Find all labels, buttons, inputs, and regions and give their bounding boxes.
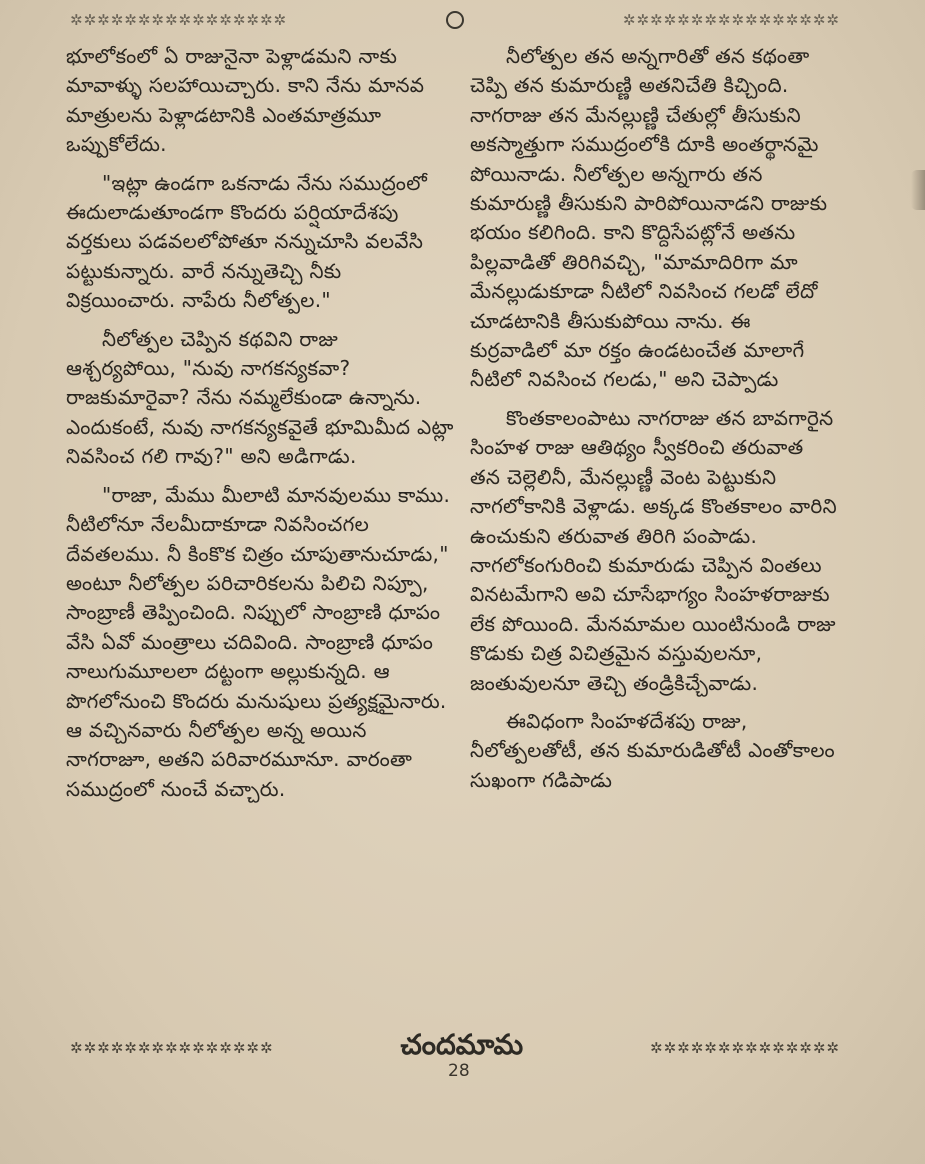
paragraph: భూలోకంలో ఏ రాజునైనా పెళ్లాడమని నాకు మావాళ్ళు సలహాయిచ్చారు. కాని నేను మానవ మాత్రులను పెళ్లాడటానికి ఎంతమాత్రమూ ఒప్పుకోలేదు. [66, 44, 425, 157]
paragraph: ఈవిధంగా సింహళదేశపు రాజు, నీలోత్పలతోటీ, తన కుమారుడితోటీ ఎంతోకాలం సుఖంగా గడిపాడు [470, 708, 835, 792]
bottom-left-star-border: ✲✲✲✲✲✲✲✲✲✲✲✲✲✲✲ [70, 1039, 274, 1057]
page-edge-tab [911, 170, 925, 210]
paragraph: "రాజా, మేము మీలాటి మానవులము కాము. నీటిలోనూ నేలమీదాకూడా నివసించగల దేవతలము. నీ కింకొక చిత్రం చూపుతానుచూడు," అంటూ నీలోత్పల పరిచారికలను పిలిచి నిప్పూ, సాంబ్రాణీ తెప్పించింది. నిప్పులో సాంబ్రాణి ధూపం వేసి ఏవో మంత్రాలు చదివింది. సాంబ్రాణి ధూపం నాలుగుమూలలా దట్టంగా అల్లుకున్నది. ఆ పొగలోనుంచి కొందరు మనుషులు ప్రత్యక్షమైనారు. ఆ వచ్చినవారు నీలోత్పల అన్న అయిన నాగరాజూ, అతని పరివారమూనూ. వారంతా సముద్రంలో నుంచే వచ్చారు. [66, 482, 451, 801]
page-number: 28 [448, 1061, 470, 1081]
paragraph: నీలోత్పల చెప్పిన కథవిని రాజు ఆశ్చర్యపోయి, "నువు నాగకన్యకవా? రాజకుమారైవా? నేను నమ్మలేకుండా ఉన్నాను. ఎందుకంటే, నువు నాగకన్యకవైతే భూమిమీద ఎట్లా నివసించ గలి గావు?" అని అడిగాడు. [66, 326, 454, 469]
left-text-column [66, 42, 454, 813]
paragraph: కొంతకాలంపాటు నాగరాజు తన బావగారైన సింహళ రాజు ఆతిథ్యం స్వీకరించి తరువాత తన చెల్లెలినీ, మేనల్లుణ్ణీ వెంట పెట్టుకుని నాగలోకానికి వెళ్లాడు. అక్కడ కొంతకాలం వారిని ఉంచుకుని తరువాత తిరిగి పంపాడు. నాగలోకంగురించి కుమారుడు చెప్పిన వింతలు వినటమేగాని అవి చూసేభాగ్యం సింహళరాజుకు లేక పోయింది. మేనమామల యింటినుండి రాజు కొడుకు చిత్ర విచిత్రమైన వస్తువులనూ, జంతువులనూ తెచ్చి తండ్రికిచ్చేవాడు. [470, 405, 837, 695]
top-right-star-border: ✲✲✲✲✲✲✲✲✲✲✲✲✲✲✲✲ [622, 11, 840, 29]
magazine-title: చందమామ [400, 1028, 524, 1061]
top-left-star-border: ✲✲✲✲✲✲✲✲✲✲✲✲✲✲✲✲ [70, 11, 288, 29]
paragraph: "ఇట్లా ఉండగా ఒకనాడు నేను సముద్రంలో ఈదులాడుతూండగా కొందరు పర్షియాదేశపు వర్తకులు పడవలలోపోతూ నన్నుచూసి వలవేసి పట్టుకున్నారు. వారే నన్నుతెచ్చి నీకు విక్రయించారు. నాపేరు నీలోత్పల." [66, 170, 428, 313]
bottom-right-star-border: ✲✲✲✲✲✲✲✲✲✲✲✲✲✲ [650, 1039, 840, 1057]
circle-ornament-icon [446, 11, 464, 29]
top-ornament-border [70, 8, 840, 32]
right-text-column [470, 42, 840, 804]
paragraph: నీలోత్పల తన అన్నగారితో తన కథంతా చెప్పి తన కుమారుణ్ణి అతనిచేతి కిచ్చింది. నాగరాజు తన మేనల్లుణ్ణి చేతుల్లో తీసుకుని అకస్మాత్తుగా సముద్రంలోకి దూకి అంతర్థానమై పోయినాడు. నీలోత్పల అన్నగారు తన కుమారుణ్ణి తీసుకుని పారిపోయినాడని రాజుకు భయం కలిగింది. కాని కొద్దిసేపట్లోనే అతను పిల్లవాడితో తిరిగివచ్చి, "మామాదిరిగా మా మేనల్లుడుకూడా నీటిలో నివసించ గలడో లేదో చూడటానికి తీసుకుపోయి నాను. ఈ కుర్రవాడిలో మా రక్తం ఉండటంచేత మాలాగే నీటిలో నివసించ గలడు," అని చెప్పాడు [470, 44, 828, 392]
